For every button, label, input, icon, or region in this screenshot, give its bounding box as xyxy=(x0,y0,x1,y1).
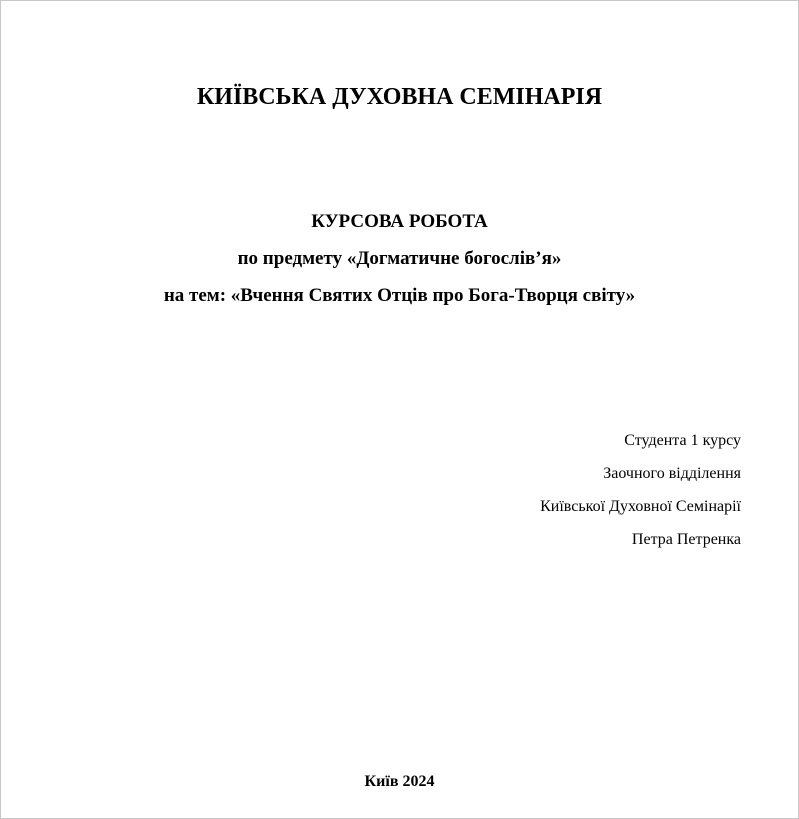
author-department-line: Заочного відділення xyxy=(603,465,741,482)
author-block xyxy=(540,432,741,564)
author-institution-line: Київської Духовної Семінарії xyxy=(540,498,741,515)
title-block xyxy=(1,212,798,323)
work-type-heading: КУРСОВА РОБОТА xyxy=(311,211,488,232)
place-year-footer: Київ 2024 xyxy=(364,773,435,790)
subject-line: по предмету «Догматичне богослів’я» xyxy=(237,248,562,269)
author-course-line: Студента 1 курсу xyxy=(624,432,741,449)
topic-line: на тем: «Вчення Святих Отців про Бога-Творця світу» xyxy=(163,285,636,306)
institution-title: КИЇВСЬКА ДУХОВНА СЕМІНАРІЯ xyxy=(196,84,603,110)
author-name-line: Петра Петренка xyxy=(631,531,741,548)
